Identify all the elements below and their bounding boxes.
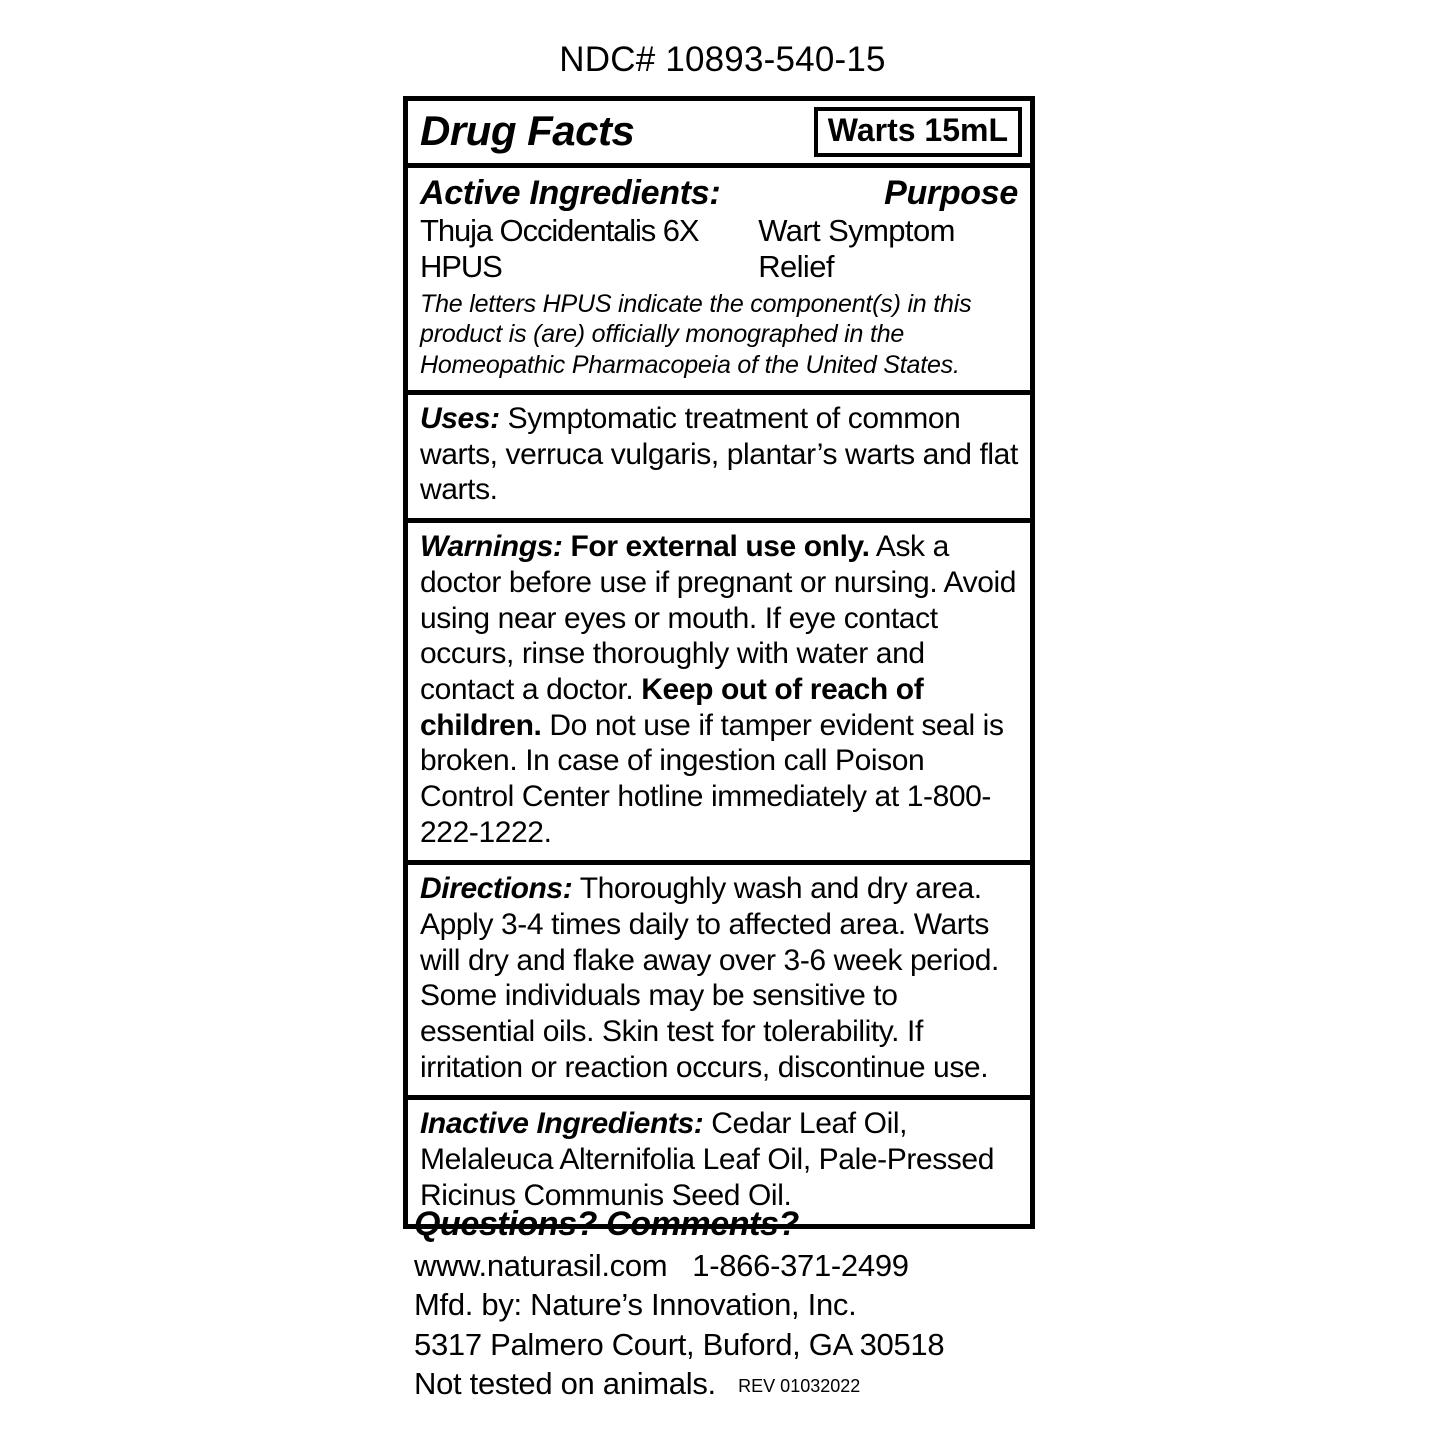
- active-ingredient-purpose: Wart Symptom Relief: [758, 212, 955, 284]
- inactive-ingredients-text: Cedar Leaf Oil, Melaleuca Alternifolia Leaf Oil, Pale-Pressed Ricinus Communis Seed Oil.: [420, 1107, 994, 1212]
- inactive-text-block: [420, 1106, 1018, 1213]
- inactive-ingredients-label: Inactive Ingredients:: [420, 1107, 704, 1141]
- address-line: 5317 Palmero Court, Buford, GA 30518: [414, 1326, 945, 1362]
- directions-section: [408, 865, 1030, 1100]
- uses-label: Uses:: [420, 402, 500, 436]
- active-ingredient-row: [420, 213, 1018, 285]
- page-title: Drug Facts: [420, 106, 635, 154]
- directions-text-block: [420, 871, 1018, 1085]
- animal-testing-line: [414, 1364, 1054, 1403]
- active-ingredient-name: Thuja Occidentalis 6X HPUS: [420, 212, 699, 284]
- website-link[interactable]: www.naturasil.com: [414, 1248, 668, 1283]
- warnings-label: Warnings:: [420, 530, 563, 564]
- uses-text-block: [420, 401, 1018, 508]
- directions-text: Thoroughly wash and dry area. Apply 3-4 times daily to affected area. Warts will dry and flake away over 3-6 week period. Some individuals may be sensitive to essential oils. Skin test for tolerability. If irritation or reaction occurs, discontinue use.: [420, 872, 999, 1084]
- warnings-text-2: Do not use if tamper evident seal is broken. In case of ingestion call Poison Control Center hotline immediately at 1-800-222-1222.: [420, 708, 1004, 849]
- warnings-text-1: Ask a doctor before use if pregnant or nursing. Avoid using near eyes or mouth. If eye contact occurs, rinse thoroughly with water and contact a doctor.: [420, 530, 1017, 706]
- hpus-note: The letters HPUS indicate the component(s) in this product is (are) officially monographed in the Homeopathic Pharmacopeia of the United States.: [420, 289, 972, 379]
- questions-heading: Questions? Comments?: [414, 1205, 799, 1243]
- warnings-section: [408, 523, 1030, 865]
- uses-text: Symptomatic treatment of common warts, verruca vulgaris, plantar’s warts and flat warts.: [420, 402, 1018, 507]
- phone-number[interactable]: 1-866-371-2499: [692, 1248, 909, 1283]
- warnings-external-use: For external use only.: [570, 530, 870, 564]
- manufacturer-line: Mfd. by: Nature’s Innovation, Inc.: [414, 1287, 857, 1323]
- ndc-number: NDC# 10893-540-15: [559, 40, 886, 79]
- status-badge: Warts 15mL: [814, 107, 1022, 157]
- animal-testing-text: Not tested on animals.: [414, 1366, 716, 1402]
- directions-label: Directions:: [420, 872, 573, 906]
- contact-line: [414, 1246, 1054, 1285]
- active-ingredients-section: [408, 168, 1030, 396]
- footer-block: [414, 1205, 1054, 1403]
- uses-section: [408, 395, 1030, 523]
- warnings-text-block: [420, 529, 1018, 850]
- revision-code: REV 01032022: [738, 1376, 861, 1397]
- warnings-keep-out-of-reach: Keep out of reach of children.: [420, 672, 924, 742]
- drug-facts-panel: [403, 96, 1035, 1229]
- active-ingredients-header: [420, 174, 1018, 213]
- active-ingredients-label: Active Ingredients:: [420, 173, 721, 212]
- purpose-label: Purpose: [884, 173, 1018, 212]
- drug-facts-title-row: [408, 101, 1030, 168]
